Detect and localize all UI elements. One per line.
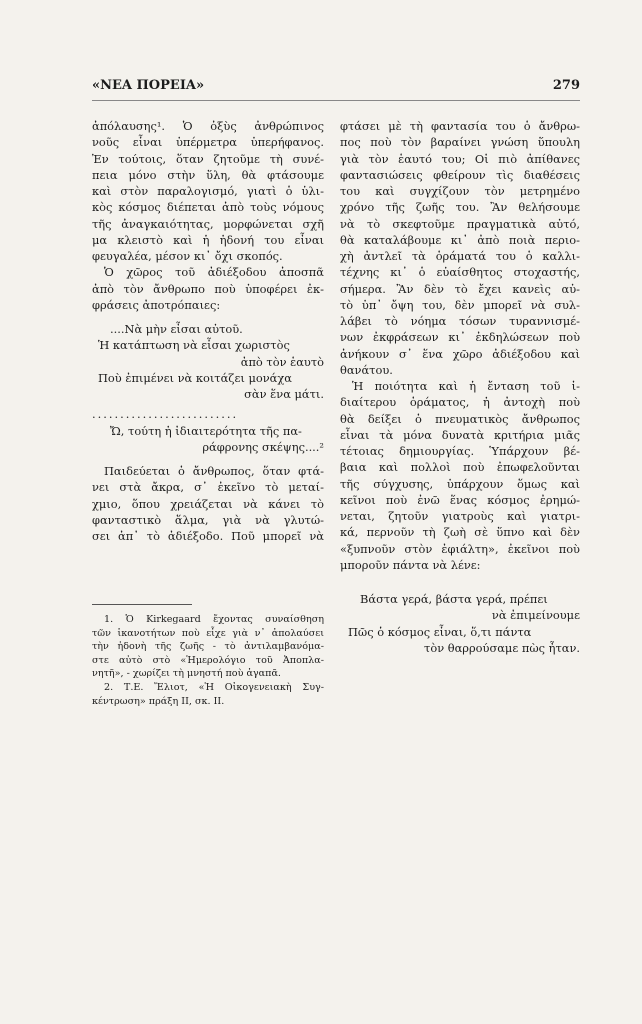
text-line: εἶναι τὰ μόνα δυνατὰ κριτήρια μιᾶς bbox=[340, 427, 580, 442]
paragraph-1 bbox=[92, 118, 324, 264]
text-line: σει ἀπ᾽ τὸ ἀδιέξοδο. Ποῦ μπορεῖ νὰ bbox=[92, 529, 324, 543]
paragraph-2 bbox=[92, 264, 324, 313]
paragraph-4 bbox=[340, 118, 580, 378]
footnote-line: νητῆ», - χωρίζει τὴ μνηστή ποὺ ἀγαπᾶ. bbox=[92, 668, 281, 680]
footnote-line: 1. Ὁ Kirkegaard ἔχοντας συναίσθηση bbox=[104, 614, 324, 625]
text-line: καὶ στὸν παραλογισμό, γιατὶ ὁ ὑλι- bbox=[92, 184, 324, 198]
verse-line: ἀπὸ τὸν ἑαυτὸ bbox=[240, 354, 324, 369]
text-line: φτάσει μὲ τὴ φαντασία του ὁ ἄνθρω- bbox=[340, 119, 580, 133]
text-line: κεῖνοι ποὺ ἐνῶ ἕνας κόσμος ἐρημώ- bbox=[340, 492, 580, 507]
footnote-line: τῶν ἱκανοτήτων ποὺ εἶχε γιὰ ν᾽ ἀπολαύσει bbox=[92, 627, 324, 639]
text-line: νων ἐκφράσεων κι᾽ ἐκδηλώσεων ποὺ bbox=[340, 330, 580, 345]
text-line: νὰ τὸ σκεφτοῦμε πραγματικὰ αὐτό, bbox=[340, 216, 580, 231]
text-line: τέτοιας δημιουργίας. Ὑπάρχουν βέ- bbox=[340, 444, 580, 458]
text-line: μποροῦν πάντα νὰ λένε: bbox=[340, 557, 481, 572]
text-line: νοῦς εἶναι ὑπέρμετρα ὑπερήφανος. bbox=[92, 135, 324, 150]
verse-line: ράφρονης σκέψης....² bbox=[202, 439, 324, 454]
text-line: τὸ ὑπ᾽ ὄψη του, δὲν μπορεῖ νὰ συλ- bbox=[340, 297, 580, 312]
text-line: πος ποὺ τὸν βαραίνει γνώση ὕπουλη bbox=[340, 135, 580, 150]
text-line: θὰ καταλάβουμε κι᾽ ἀπὸ ποιὰ περιο- bbox=[340, 232, 580, 247]
paragraph-3 bbox=[92, 463, 324, 544]
text-line: «ξυπνοῦν στὸν ἐφιάλτη», ἐκεῖνοι ποὺ bbox=[340, 541, 580, 556]
text-line: κὸς κόσμος διέπεται ἀπὸ τοὺς νόμους bbox=[92, 200, 324, 215]
verse-line: Ὤ, τούτη ἡ ἰδιαιτερότητα τῆς πα- bbox=[110, 423, 302, 438]
text-line: σήμερα. Ἂν δὲν τὸ ἔχει κανεὶς αὐ- bbox=[340, 281, 580, 296]
text-line: φανταστικὸ ἅλμα, γιὰ νὰ γλυτώ- bbox=[92, 512, 324, 527]
verse-quote-3 bbox=[340, 591, 580, 656]
verse-quote-2 bbox=[92, 423, 324, 456]
text-line: νει στὰ ἄκρα, σ᾽ ἐκεῖνο τὸ μεταί- bbox=[92, 480, 324, 495]
running-header bbox=[92, 78, 580, 93]
text-line: γιὰ τὸν ἑαυτό του; Οἱ πιὸ ἀπίθανες bbox=[340, 151, 580, 166]
text-line: τέχνης κι᾽ ὁ εὐαίσθητος στοχαστής, bbox=[340, 265, 580, 280]
text-line: ἀπόλαυσης¹. Ὁ ὀξὺς ἀνθρώπινος bbox=[92, 119, 324, 133]
text-line: Ὁ χῶρος τοῦ ἀδιέξοδου ἀποσπᾶ bbox=[104, 265, 324, 280]
verse-quote-1 bbox=[92, 321, 324, 402]
verse-line: σὰν ἕνα μάτι. bbox=[244, 387, 324, 401]
footnote-rule bbox=[92, 604, 192, 605]
footnote-1 bbox=[92, 613, 324, 681]
text-line: ἀπὸ τὸν ἄνθρωπο ποὺ ὑποφέρει ἐκ- bbox=[92, 281, 324, 296]
text-line: φράσεις ἀποτρόπαιες: bbox=[92, 297, 221, 312]
footnote-line: 2. Τ.Ε. Ἔλιοτ, «Ἡ Οἰκογενειακὴ Συγ- bbox=[104, 681, 324, 693]
text-line: θὰ δείξει ὁ πνευματικὸς ἄνθρωπος bbox=[340, 411, 580, 426]
verse-line: Βάστα γερά, βάστα γερά, πρέπει bbox=[360, 592, 548, 606]
text-line: κά, περνοῦν τὴ ζωὴ σὲ ὕπνο καὶ δὲν bbox=[340, 525, 580, 540]
footnote-2 bbox=[92, 681, 324, 708]
ellipsis-separator: .......................... bbox=[92, 407, 239, 422]
right-column bbox=[340, 118, 580, 656]
text-line: τῆς ἀναγκαιότητας, μορφώνεται σχῆ bbox=[92, 216, 324, 231]
text-line: διαίτερου ὁράματος, ἡ ἀντοχὴ ποὺ bbox=[340, 395, 580, 410]
text-line: Ἡ ποιότητα καὶ ἡ ἔνταση τοῦ ἰ- bbox=[352, 379, 580, 393]
text-line: χμιο, ὅπου χρειάζεται νὰ κάνει τὸ bbox=[92, 496, 324, 511]
footnote-line: τὴν ἡδονὴ τῆς ζωῆς - τὸ ἀντιλαμβανόμα- bbox=[92, 641, 324, 653]
text-line: Ἐν τούτοις, ὅταν ζητοῦμε τὴ συνέ- bbox=[92, 151, 324, 166]
verse-line: Ποὺ ἐπιμένει νὰ κοιτάζει μονάχα bbox=[98, 370, 292, 385]
footnote-line: κέντρωση» πράξη ΙΙ, σκ. ΙΙ. bbox=[92, 695, 225, 707]
text-line: φαντασιώσεις φθείρουν τὶς διαθέσεις bbox=[340, 167, 580, 182]
footnote-line: στε αὐτὸ στὸ «Ἡμερολόγιο τοῦ Ἀποπλα- bbox=[92, 654, 324, 666]
text-line: πεια μόνο στὴν ὕλη, θὰ φτάσουμε bbox=[92, 167, 324, 182]
text-line: βαια καὶ πολλοὶ ποὺ ἐπωφελοῦνται bbox=[340, 460, 580, 475]
text-line: φευγαλέα, μέσον κι᾽ ὄχι σκοπός. bbox=[92, 249, 283, 263]
text-line: νεται, ζητοῦν γιατροὺς καὶ γιατρι- bbox=[340, 509, 580, 523]
verse-line: νὰ ἐπιμείνουμε bbox=[491, 608, 580, 623]
left-column bbox=[92, 118, 324, 544]
text-line: χὴ ἀντλεῖ τὰ ὁράματά του ὁ καλλι- bbox=[340, 249, 580, 263]
text-line: μα κλειστὸ καὶ ἡ ἡδονή του εἶναι bbox=[92, 232, 324, 247]
text-line: τῆς σύγχυσης, ὑπάρχουν ὅμως καὶ bbox=[340, 476, 580, 491]
header-rule bbox=[92, 100, 580, 101]
text-line: του καὶ συγχίζουν τὸν μετρημένο bbox=[340, 184, 580, 198]
journal-title: «ΝΕΑ ΠΟΡΕΙΑ» bbox=[92, 78, 205, 93]
text-line: Παιδεύεται ὁ ἄνθρωπος, ὅταν φτά- bbox=[104, 464, 324, 478]
verse-line: Πῶς ὁ κόσμος εἶναι, ὅ,τι πάντα bbox=[348, 624, 532, 639]
verse-line: τὸν θαρρούσαμε πὼς ἦταν. bbox=[424, 640, 580, 655]
page-number: 279 bbox=[552, 78, 580, 93]
text-line: χρόνο τῆς ζωῆς του. Ἂν θελήσουμε bbox=[340, 200, 580, 215]
text-line: θανάτου. bbox=[340, 362, 393, 377]
footnotes bbox=[92, 613, 324, 708]
verse-line: Ἡ κατάπτωση νὰ εἶσαι χωριστὸς bbox=[98, 338, 290, 353]
paragraph-5 bbox=[340, 378, 580, 573]
verse-line: ....Νὰ μὴν εἶσαι αὐτοῦ. bbox=[110, 322, 243, 336]
text-line: ἀνήκουν σ᾽ ἕνα χῶρο ἀδιέξοδου καὶ bbox=[340, 346, 580, 361]
text-line: λάβει τὸ νόημα τόσων τυραννισμέ- bbox=[340, 314, 580, 328]
